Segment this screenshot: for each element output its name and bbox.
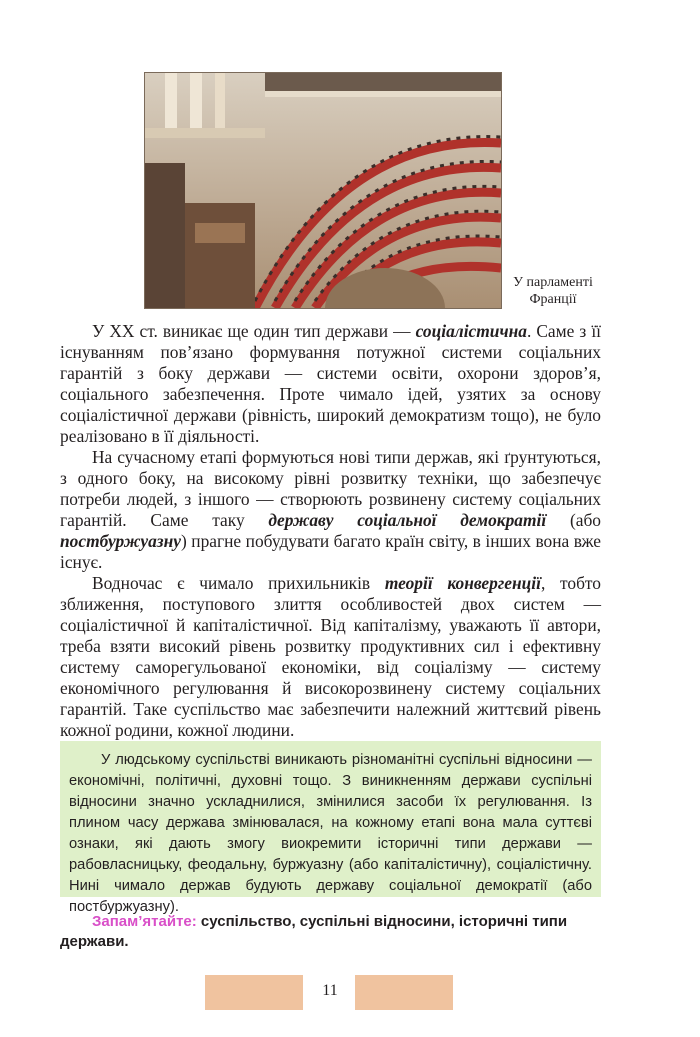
p3-text-a: Водночас є чимало прихильників <box>92 573 385 593</box>
page-bar-right <box>355 975 453 1010</box>
p3-text-c: , тобто зближення, поступового злиття особливостей двох систем — соціалістичної й капіталістичної. Від капіталізму, уважають її автори, треба взяти високий рівень розвитку продуктивних сил і ефективну систему саморегульованої економіки, від соціалізму — систему економічного регулювання й високорозвинену систему соціальних гарантій. Таке суспільство має забезпечити належний життєвий рівень кожної родини, кожної людини. <box>60 573 601 740</box>
summary-text: У людському суспільстві виникають різноманітні суспільні відносини — економічні, політичні, духовні тощо. З виникненням держави суспільні відносини значно ускладнилися, змінилися засоби їх регулювання. Із плином часу держава змінювалася, на кожному етапі вона мала суттєві ознаки, які дають змогу виокремити історичні типи держави — рабовласницьку, феодальну, буржуазну (або капіталістичну), соціалістичну. Нині чимало держав будують державу соціальної демократії (або постбуржуазну). <box>69 752 592 915</box>
page-number: 11 <box>322 982 338 999</box>
paragraph-social-democracy <box>60 447 601 573</box>
p2-text-a: На сучасному етапі формуються нові типи держав, які ґрунтуються, з одного боку, на високому рівні розвитку техніки, що забезпечує потреби людей, з іншого — створюють розвинену систему соціальних гарантій. Саме таку <box>60 447 601 530</box>
photo-caption <box>503 274 603 308</box>
caption-line-2: Франції <box>529 292 577 307</box>
parliament-hall-image <box>145 73 501 308</box>
parliament-photo <box>144 72 502 309</box>
summary-box <box>60 741 601 915</box>
p2-text-e: ) прагне побудувати багато країн світу, в інших вона вже існує. <box>60 531 601 572</box>
p1-text-a: У XX ст. виникає ще один тип держави — <box>92 321 416 341</box>
p2-text-c: (або <box>546 510 601 530</box>
remember-terms: суспільство, суспільні відносини, історичні типи держави. <box>60 913 568 950</box>
page-bar-left <box>205 975 303 1010</box>
p1-text-c: . Саме з її існуванням пов’язано формування потужної системи соціальних гарантій з боку держави — системи освіти, охорони здоров’я, соціального забезпечення. Проте чимало ідей, узятих за основу соціалістичної держави (рівність, широкий демократизм тощо), не було реалізовано в її діяльності. <box>60 321 601 446</box>
remember-block <box>60 912 601 952</box>
term-socialist: соціалістична <box>415 321 527 341</box>
paragraph-socialist-state <box>60 321 601 447</box>
main-text <box>60 321 601 741</box>
term-convergence-theory: теорії конвергенції <box>384 573 541 593</box>
caption-line-1: У парламенті <box>513 275 593 290</box>
term-social-democracy: державу соціальної демократії <box>268 510 547 530</box>
term-postbourgeois: постбуржуазну <box>60 531 181 551</box>
paragraph-convergence <box>60 573 601 741</box>
remember-label: Запам’ятайте: <box>92 913 197 930</box>
